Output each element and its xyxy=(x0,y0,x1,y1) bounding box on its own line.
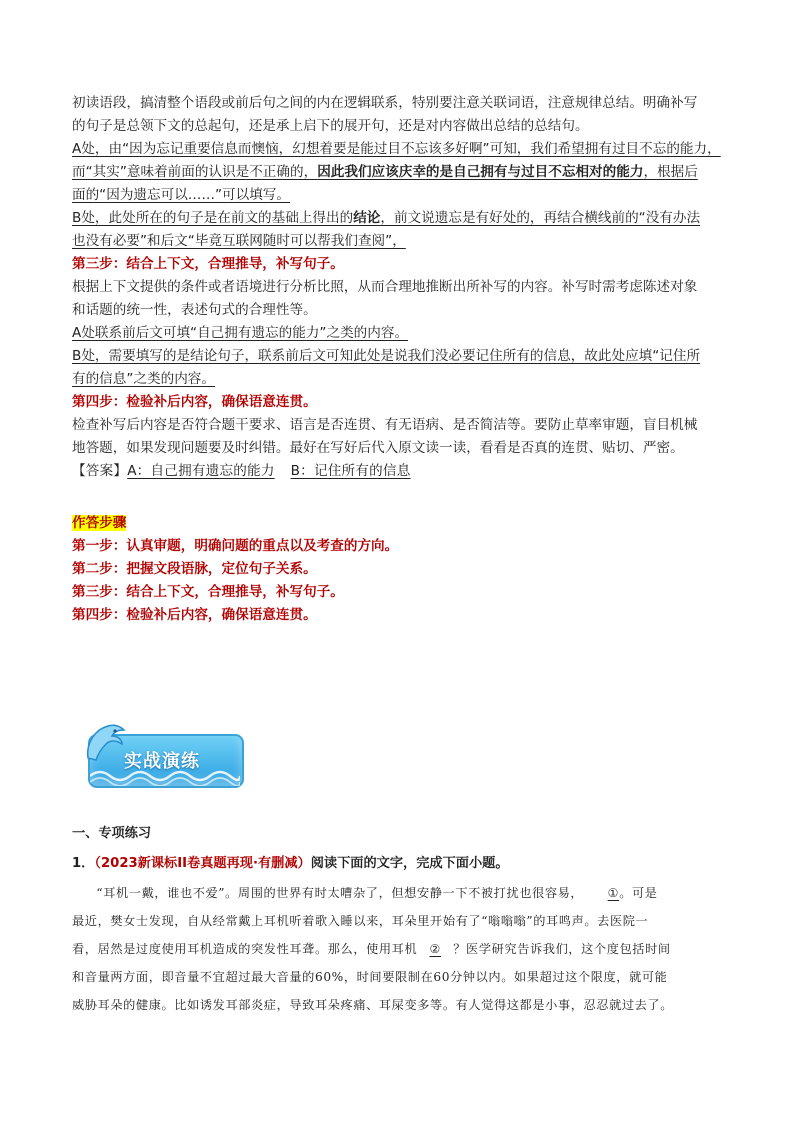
passage-line-3 xyxy=(72,935,724,963)
question-number: 1． xyxy=(72,856,95,871)
practice-section xyxy=(72,822,724,1019)
section-title: 一、专项练习 xyxy=(72,826,152,841)
intro-line-1: 初读语段，搞清整个语段或前后句之间的内在逻辑联系，特别要注意关联词语，注意规律总结。明确补写 xyxy=(72,95,698,111)
passage-line-4: 和音量两方面，即音量不宜超过最大音量的60%，时间要限制在60分钟以内。如果超过这个限度，就可能 xyxy=(72,970,668,984)
b-analysis-emphasis: 结论 xyxy=(353,210,381,226)
passage-line-1 xyxy=(72,879,724,907)
blank-2: ② xyxy=(429,942,442,956)
steps-item-2: 第二步：把握文段语脉，定位句子关系。 xyxy=(72,561,317,577)
a-analysis-emphasis: 因此我们应该庆幸的是自己拥有与过目不忘相对的能力 xyxy=(317,164,644,180)
steps-item-1: 第一步：认真审题，明确问题的重点以及考查的方向。 xyxy=(72,538,399,554)
passage xyxy=(72,879,724,1019)
step3-line-2: 和话题的统一性，表述句式的合理性等。 xyxy=(72,302,317,318)
blank-1: ① xyxy=(607,886,620,900)
b-analysis-line-1 xyxy=(72,207,724,230)
passage-line-1-end: 。可是 xyxy=(619,886,658,900)
step3-heading: 第三步：结合上下文，合理推导，补写句子。 xyxy=(72,256,344,272)
steps-title: 作答步骤 xyxy=(72,515,127,531)
content-body xyxy=(72,92,724,627)
steps-item-4: 第四步：检验补后内容，确保语意连贯。 xyxy=(72,607,317,623)
a-analysis-line-2-post: ，根据后 xyxy=(643,164,698,180)
b-fill-line-2: 有的信息”之类的内容。 xyxy=(72,371,215,387)
banner-title: 实战演练 xyxy=(124,751,200,772)
passage-line-1-text: “耳机一戴，谁也不爱”。周围的世界有时太嘈杂了，但想安静一下不被打扰也很容易， xyxy=(96,886,584,900)
passage-line-3-end: ？医学研究告诉我们，这个度包括时间 xyxy=(453,942,671,956)
step4-line-2: 地答题，如果发现问题要及时纠错。最好在写好后代入原文读一读，看看是否真的连贯、贴切、严密。 xyxy=(72,440,684,456)
answer-label: 【答案】 xyxy=(72,463,128,479)
question-prompt: 阅读下面的文字，完成下面小题。 xyxy=(310,856,509,871)
answer-a: A：自己拥有遗忘的能力 xyxy=(127,463,275,479)
question-header xyxy=(72,852,724,875)
b-analysis-line-1-pre: B处，此处所在的句子是在前文的基础上得出的 xyxy=(72,210,354,226)
step4-heading: 第四步：检验补后内容，确保语意连贯。 xyxy=(72,394,317,410)
a-analysis-line-2 xyxy=(72,161,724,184)
passage-line-2: 最近，樊女士发现，自从经常戴上耳机听着歌入睡以来，耳朵里开始有了“嗡嗡嗡”的耳鸣声。去医院一 xyxy=(72,914,649,928)
a-analysis-line-1: A处，由“因为忘记重要信息而懊恼，幻想着要是能过目不忘该多好啊”可知，我们希望拥有过目不忘的能力， xyxy=(72,141,721,157)
passage-line-5: 威胁耳朵的健康。比如诱发耳部炎症，导致耳朵疼痛、耳屎变多等。有人觉得这都是小事，忍忍就过去了。 xyxy=(72,998,674,1012)
steps-item-3: 第三步：结合上下文，合理推导，补写句子。 xyxy=(72,584,344,600)
answer-b: B：记住所有的信息 xyxy=(290,463,411,479)
b-analysis-line-1-post: ，前文说遗忘是有好处的，再结合横线前的“没有办法 xyxy=(380,210,701,226)
step3-line-1: 根据上下文提供的条件或者语境进行分析比照，从而合理地推断出所补写的内容。补写时需考虑陈述对象 xyxy=(72,279,698,295)
practice-banner xyxy=(82,720,244,788)
question-source: （2023新课标II卷真题再现·有删减） xyxy=(94,856,311,871)
b-analysis-line-2: 也没有必要”和后文“毕竟互联网随时可以帮我们查阅”， xyxy=(72,233,406,249)
step4-line-1: 检查补写后内容是否符合题干要求、语言是否连贯、有无语病、是否简洁等。要防止草率审题，盲目机械 xyxy=(72,417,698,433)
answer-line xyxy=(72,460,724,483)
a-analysis-line-3: 面的“因为遗忘可以……”可以填写。 xyxy=(72,187,290,203)
intro-line-2: 的句子是总领下文的总起句，还是承上启下的展开句，还是对内容做出总结的总结句。 xyxy=(72,118,589,134)
passage-line-3-text: 看，居然是过度使用耳机造成的突发性耳聋。那么，使用耳机 xyxy=(72,942,418,956)
a-analysis-line-2-pre: 而“其实”意味着前面的认识是不正确的， xyxy=(72,164,318,180)
a-fill-line: A处联系前后文可填“自己拥有遗忘的能力”之类的内容。 xyxy=(72,325,409,341)
dolphin-icon xyxy=(82,720,130,764)
b-fill-line-1: B处，需要填写的是结论句子，联系前后文可知此处是说我们没必要记住所有的信息，故此处应填“记住所 xyxy=(72,348,701,364)
